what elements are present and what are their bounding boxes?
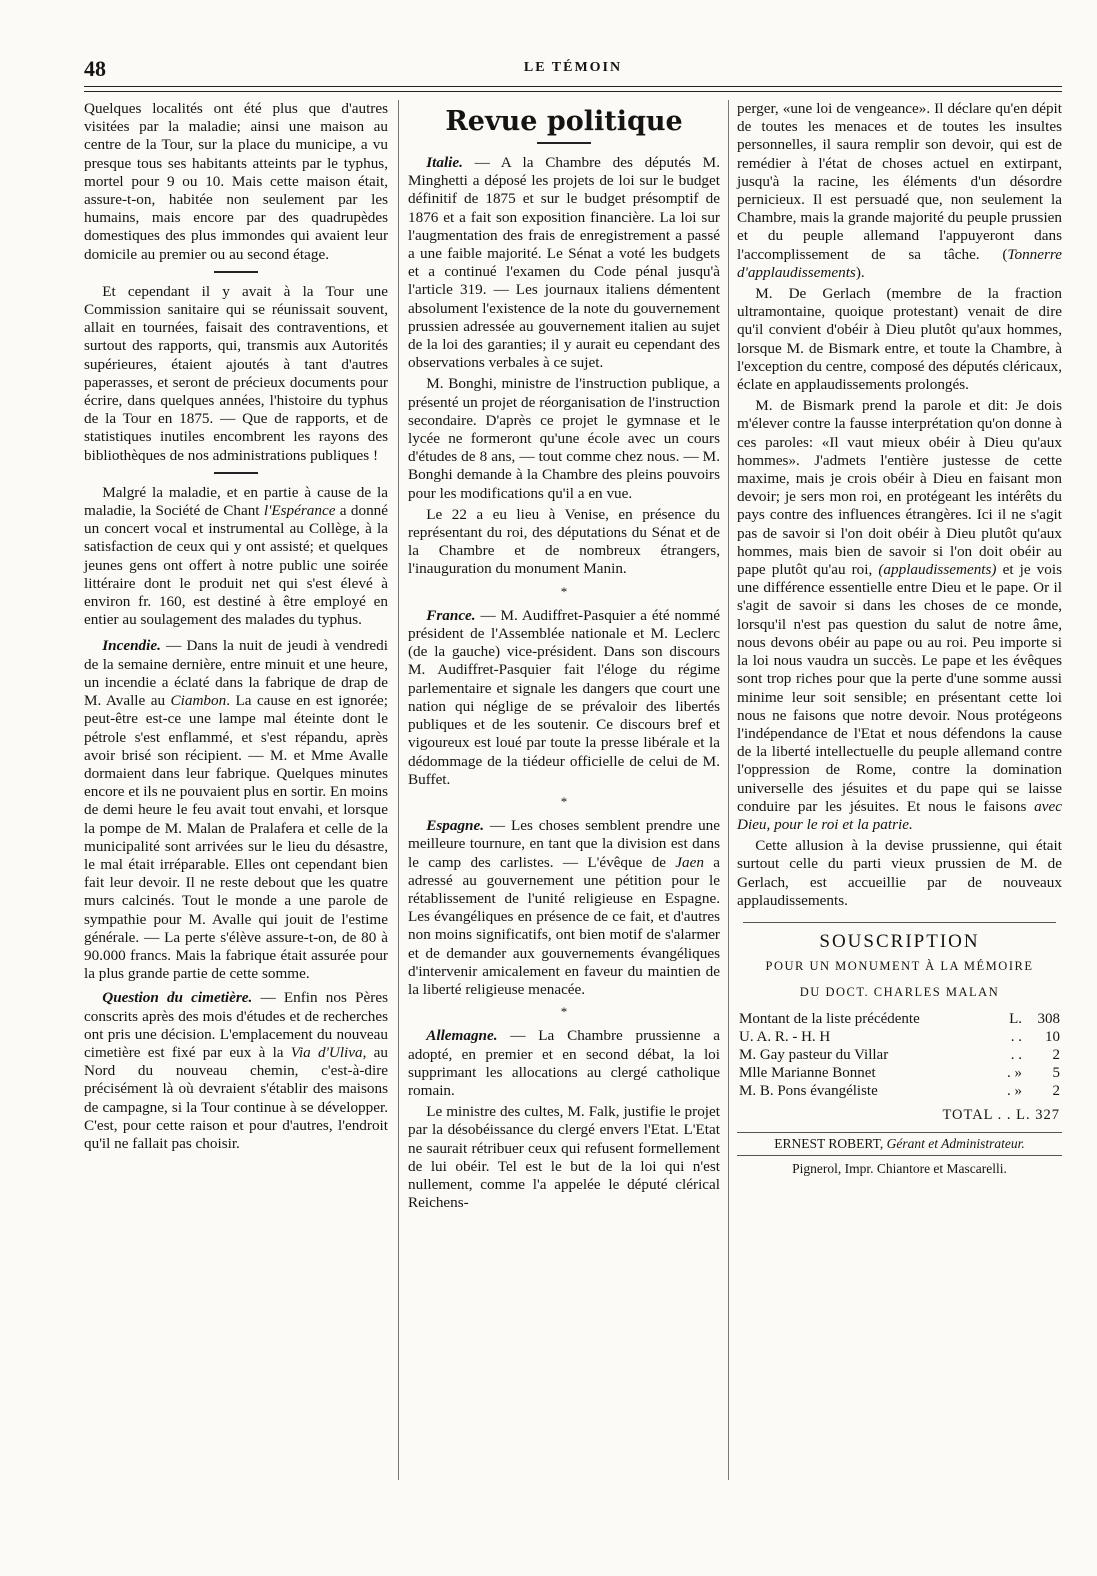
rubric-allemagne: Allemagne.: [426, 1027, 498, 1045]
section-title: Revue politique: [445, 106, 683, 137]
star-separator: *: [560, 1004, 568, 1020]
paragraph-concert: Malgré la maladie, et en partie à cause de la maladie, la Société de Chant l'Espérance a donné un concert vocal et instrumental au Collège, à la satisfaction de ceux qui y ont assisté; et quelques jeunes gens ont offert à notre public une soirée littéraire dont le produit net qui s'est élevé à environ fr. 160, est destiné à être employé en entier au soulagement des malades du typhus.: [84, 483, 388, 629]
paragraph-italie: Italie. — A la Chambre des députés M. Minghetti a déposé les projets de loi sur le budget définitif de 1875 et sur le budget présomptif de 1876 et a fait son exposition financière. La loi sur l'augmentation des frais de enregistrement a passé a une faible majorité. Le Sénat a voté les budgets et a continué l'examen du Code pénal jusqu'à l'article 319. — Les journaux italiens démentent absolument l'existence de la note du gouvernement prussien adressée au gouvernement italien au sujet de la loi des garanties; il y aurait eu cependant des observations verbales à ce sujet.: [408, 154, 720, 372]
star-separator: *: [560, 793, 568, 809]
paragraph-france: France. — M. Audiffret-Pasquier a été nommé président de l'Assemblée nationale et M. Leclerc (de la gauche) vice-président. Dans son discours M. Audiffret-Pasquier fait l'éloge du régime parlementaire et signale les dangers que court une nation qui néglige de se prévaloir des libertés publiques et de les soutenir. Ce discours bref et vigoureux est loué par toute la presse libérale et la dédommage de la tiédeur officielle de celui de M. Buffet.: [408, 606, 720, 788]
souscription-amount: 10: [1045, 1028, 1060, 1045]
souscription-row: [737, 1010, 1062, 1028]
column-middle: [408, 100, 720, 1215]
rubric-cimetiere: Question du cimetière.: [102, 989, 253, 1007]
star-separator: *: [560, 583, 568, 599]
souscription-amount: 308: [1037, 1010, 1060, 1027]
separator: [214, 271, 258, 273]
souscription-subtitle: POUR UN MONUMENT À LA MÉMOIRE: [765, 959, 1034, 974]
column-right: [737, 100, 1062, 1178]
page-header: [84, 56, 1062, 80]
paragraph-incendie: Incendie. — Dans la nuit de jeudi à vendredi de la semaine dernière, entre minuit et une heure, un incendie a éclaté dans la fabrique de drap de M. Avalle au Ciambon. La cause en est ignorée; peut-être est-ce une lampe mal éteinte dont le pétrole s'est enflammé, et s'est répandu, après avoir brisé son récipient. — M. et Mme Avalle dormaient dans leur fabrique. Quelques minutes encore et ils ne pouvaient plus en sortir. En moins de demi heure le feu avait tout envahi, et lorsque la pompe de M. Malan de Pralafera et celle de la municipalité sont arrivées sur le lieu du désastre, le mal était irréparable. Elles ont cependant bien fait leur devoir. Il ne reste debout que les quatre murs calcinés. Tout le monde a une parole de sympathie pour M. Avalle qui jouit de l'estime générale. — La perte s'élève assure-t-on, de 80 à 90.000 francs. Mais la fabrique était assurée pour la plus grande partie de cette somme.: [84, 637, 388, 983]
souscription-row: [737, 1064, 1062, 1082]
souscription-label: Montant de la liste précédente: [739, 1010, 920, 1027]
paragraph-gerlach: M. De Gerlach (membre de la fraction ultramontaine, quoique protestant) venait de dire qu'il convient d'obéir à Dieu plutôt qu'aux hommes, lorsque M. de Bismark entre, et toute la Chambre, à l'exception du centre, composé des députés cléricaux, éclate en applaudissements prolongés.: [737, 285, 1062, 394]
paragraph-bismark: M. de Bismark prend la parole et dit: Je dois m'élever contre la fausse interprétation qu'on donne à ces paroles: «Il vaut mieux obéir à Dieu qu'aux hommes». J'admets l'entière justesse de cette maxime, mais je crois obéir à Dieu en faisant mon devoir; je sers mon roi, en protégeant les intérêts du pays contre des influences étrangères. Ici il ne s'agit pas de savoir si l'on doit obéir à Dieu plutôt qu'aux hommes, mais bien de savoir si l'on doit obéir au pape plutôt qu'au roi, (applaudissements) et je vois une différence essentielle entre Dieu et le pape. Or il s'agit de savoir si dans les choses de ce monde, lorsqu'il n'est pas question du salut de notre âme, nous devons obéir au pape ou au roi. Peu importe si la loi nous vaudra un succès. Le pape et les évêques sont trop riches pour que la perte d'une somme aussi minime leur soit sensible; en présentant cette loi nous ne faisons que notre devoir. Nous protégeons l'indépendance de l'Etat et nous défendons la cause de la liberté intellectuelle du peuple allemand contre l'oppression de Rome, contre la domination universelle des jésuites et du pape qui se laisse conduire par les jésuites. Et nous le faisons avec Dieu, pour le roi et la patrie.: [737, 397, 1062, 833]
rubric-espagne: Espagne.: [426, 817, 485, 835]
separator: [214, 472, 258, 474]
paragraph-commission: Et cependant il y avait à la Tour une Commission sanitaire qui se réunissait souvent, allait en tournées, faisait des contraventions, et surtout des rapports, qui, transmis aux Autorités supérieures, étaient ajoutés à tant d'autres paperasses, et seront de précieux documents pour écrire, dans quelques années, l'histoire du typhus de la Tour en 1875. — Que de rapports, et de statistiques inutiles encombrent les rayons des bibliothèques de nos administrations publiques !: [84, 282, 388, 464]
souscription-dots: . »: [1007, 1082, 1022, 1099]
paragraph-venise: Le 22 a eu lieu à Venise, en présence du représentant du roi, des députations du Sénat et de la Chambre et de nombreux étrangers, l'inauguration du monument Manin.: [408, 505, 720, 578]
paragraph-espagne: Espagne. — Les choses semblent prendre une meilleure tournure, en tant que la division est dans le camp des carlistes. — L'évêque de Jaen a adressé au gouvernement une pétition pour le rétablissement de l'unité religieuse en Espagne. Les évangéliques en présence de ce fait, et d'autres non moins significatifs, ont bien motif de s'alarmer et de demander aux gouvernements évangéliques d'intervenir amicalement en faveur du maintien de la liberté religieuse menacée.: [408, 817, 720, 998]
paragraph-bonghi: M. Bonghi, ministre de l'instruction publique, a présenté un projet de réorganisation de l'instruction secondaire. D'après ce projet le gymnase et le lycée ne formeront qu'une école avec un cours d'études de 8 ans, — tout comme chez nous. — M. Bonghi demande à la Chambre des pleins pouvoirs pour les modifications qu'il a en vue.: [408, 375, 720, 502]
souscription-subtitle: DU DOCT. CHARLES MALAN: [799, 985, 1000, 1000]
rubric-italie: Italie.: [426, 154, 463, 171]
paragraph-allusion: Cette allusion à la devise prussienne, qui était surtout celle du parti vieux prussien de M. de Gerlach, est accueillie par de nouveaux applaudissements.: [737, 837, 1062, 909]
souscription-row: [737, 1082, 1062, 1100]
paragraph-continuation: perger, «une loi de vengeance». Il déclare qu'en dépit de toutes les menaces et de toutes les insultes personnelles, il saura remplir son devoir, qui est de remédier à l'état de choses actuel en extirpant, jusqu'à la racine, les éléments d'un désordre pernicieux. Il est persuadé que, non seulement la Chambre, mais la grande majorité du peuple prussien et du peuple allemand l'appuyeront dans l'accomplissement de sa tâche. (Tonnerre d'applaudissements).: [737, 100, 1062, 281]
souscription-dots: L.: [1009, 1010, 1022, 1027]
souscription-label: U. A. R. - H. H: [739, 1028, 831, 1045]
gerant-line: ERNEST ROBERT, Gérant et Administrateur.: [737, 1132, 1062, 1156]
souscription-dots: . »: [1007, 1064, 1022, 1081]
rubric-france: France.: [426, 606, 476, 624]
column-left: [84, 100, 388, 1156]
journal-title: LE TÉMOIN: [523, 60, 623, 75]
column-divider: [398, 100, 399, 1480]
column-divider: [728, 100, 729, 1480]
souscription-amount: 2: [1052, 1046, 1060, 1063]
paragraph-falk: Le ministre des cultes, M. Falk, justifie le projet par la désobéissance du clergé envers l'Etat. L'Etat ne saurait rétribuer ceux qui refusent formellement de lui obéir. Tel est le but de la loi qui n'est nullement, comme l'a appelée le député clérical Reichens-: [408, 1103, 720, 1212]
paragraph-typhus: Quelques localités ont été plus que d'autres visitées par la maladie; ainsi une maison au centre de la Tour, sur la place du municipe, a vu presque tous ses habitants atteints par le typhus, mortel pour 9 ou 10. Mais cette maison était, assure-t-on, habitée non seulement par les humains, mais encore par des quadrupèdes domestiques des plus immondes qui avaient leur domicile au premier ou au second étage.: [84, 100, 388, 263]
souscription-table: [737, 1010, 1062, 1100]
rubric-incendie: Incendie.: [102, 637, 161, 655]
souscription-total: TOTAL . . L. 327: [942, 1106, 1060, 1123]
souscription-row: [737, 1028, 1062, 1046]
paragraph-cimetiere: Question du cimetière. — Enfin nos Pères conscrits après des mois d'études et de recherches ont pris une décision. L'emplacement du nouveau cimetière est fixé par eux à la Via d'Uliva, au Nord du nouveau chemin, c'est-à-dire précisément là où devraient s'établir des maisons de campagne, si la Tour continue à se développer. C'est, pour cette raison et pour d'autres, l'endroit qu'il ne fallait pas choisir.: [84, 989, 388, 1152]
souscription-amount: 5: [1052, 1064, 1060, 1081]
header-rule: [84, 86, 1062, 92]
paragraph-allemagne: Allemagne. — La Chambre prussienne a adopté, en premier et en second débat, la loi supprimant les allocations au clergé catholique romain.: [408, 1027, 720, 1099]
souscription-row: [737, 1046, 1062, 1064]
page-number: 48: [84, 56, 106, 81]
souscription-dots: . .: [1010, 1028, 1022, 1045]
souscription-label: M. Gay pasteur du Villar: [739, 1046, 889, 1063]
souscription-label: Mlle Marianne Bonnet: [739, 1064, 876, 1081]
title-rule: [537, 142, 591, 144]
imprimerie-line: Pignerol, Impr. Chiantore et Mascarelli.: [792, 1160, 1007, 1176]
souscription-title: SOUSCRIPTION: [819, 930, 980, 952]
divider: [743, 922, 1056, 923]
souscription-amount: 2: [1052, 1082, 1060, 1099]
souscription-label: M. B. Pons évangéliste: [739, 1082, 878, 1099]
souscription-dots: . .: [1010, 1046, 1022, 1063]
